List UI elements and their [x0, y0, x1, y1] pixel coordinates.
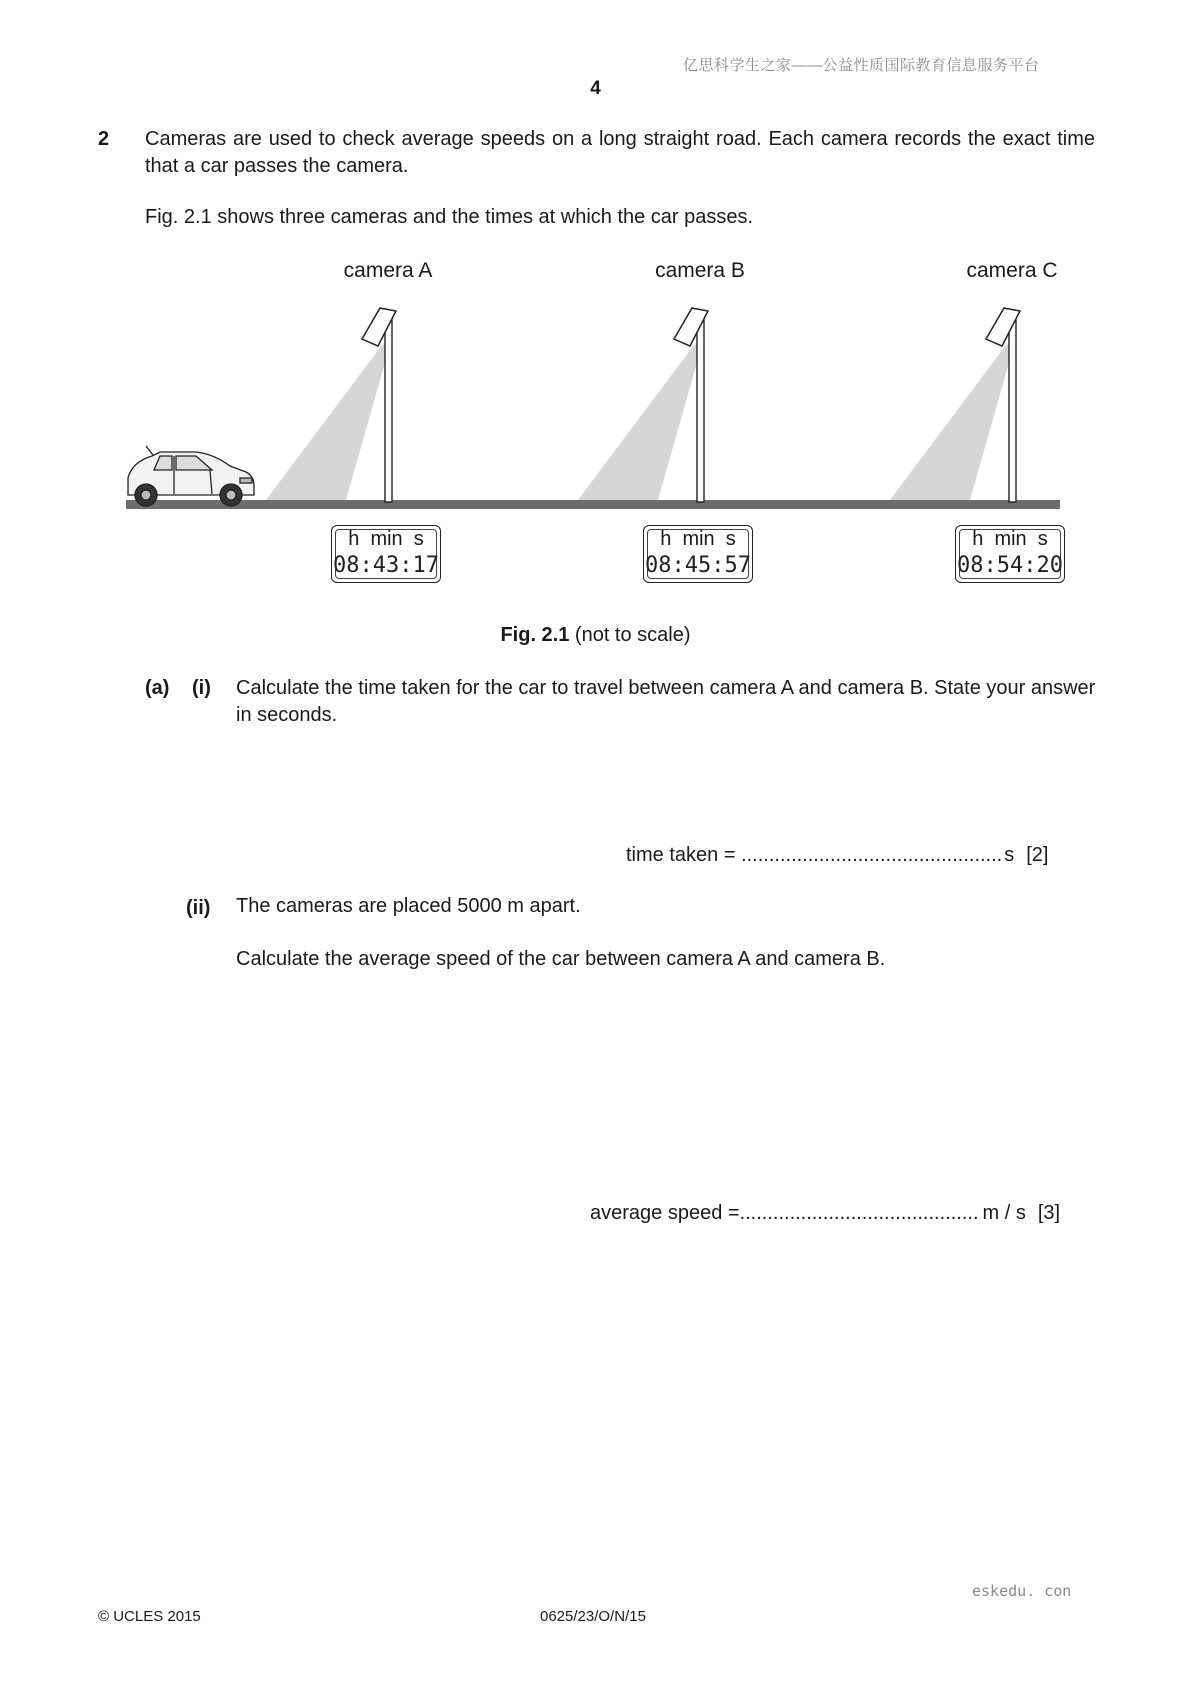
time-taken-answer-line[interactable]	[626, 844, 1048, 867]
car-icon	[128, 446, 254, 506]
camera-a-pole	[385, 320, 392, 502]
camera-c-label: camera C	[966, 259, 1058, 282]
clock-units-label: h min s	[348, 528, 424, 550]
page-number: 4	[590, 78, 601, 99]
part-i-text: Calculate the time taken for the car to travel between camera A and camera B. State your answer in seconds.	[236, 677, 1096, 726]
figure-caption-bold: Fig. 2.1	[500, 624, 570, 646]
figure-intro: Fig. 2.1 shows three cameras and the times at which the car passes.	[145, 206, 754, 228]
camera-a-unit	[266, 308, 396, 502]
camera-c-pole	[1009, 320, 1016, 502]
clock-units-label: h min s	[972, 528, 1048, 550]
clock-units-label: h min s	[660, 528, 736, 550]
camera-b-unit	[578, 308, 708, 502]
footer-watermark: eskedu. con	[972, 1582, 1072, 1600]
camera-a-light-beam	[266, 345, 390, 500]
clock-time-display: 08:54:20	[957, 553, 1063, 578]
road	[126, 500, 1060, 509]
camera-c-light-beam	[890, 345, 1014, 500]
camera-b-label: camera B	[655, 259, 745, 282]
camera-a-label: camera A	[343, 259, 433, 282]
part-a-label: (a)	[145, 677, 170, 699]
camera-b-pole	[697, 320, 704, 502]
average-speed-dots[interactable]: ...........................................	[739, 1202, 979, 1224]
part-ii-label: (ii)	[186, 897, 211, 919]
average-speed-unit: m / s	[982, 1202, 1026, 1224]
part-i-label: (i)	[192, 677, 211, 699]
figure-caption-rest: (not to scale)	[569, 624, 691, 646]
footer-copyright: © UCLES 2015	[98, 1608, 201, 1625]
time-taken-unit: s	[1004, 844, 1015, 866]
clock-time-display: 08:43:17	[333, 553, 439, 578]
part-ii-text-distance: The cameras are placed 5000 m apart.	[236, 895, 581, 917]
camera-b-light-beam	[578, 345, 702, 500]
part-ii-text-instruction: Calculate the average speed of the car between camera A and camera B.	[236, 948, 886, 970]
footer-paper-code: 0625/23/O/N/15	[540, 1608, 646, 1625]
clock-camera-a	[331, 525, 441, 583]
time-taken-label: time taken =	[626, 844, 742, 866]
camera-c-unit	[890, 308, 1020, 502]
header-watermark: 亿思科学生之家——公益性质国际教育信息服务平台	[683, 57, 1040, 74]
clock-camera-c	[955, 525, 1065, 583]
question-number: 2	[98, 128, 110, 150]
average-speed-marks: [3]	[1037, 1202, 1061, 1224]
average-speed-label: average speed =	[590, 1202, 740, 1224]
time-taken-marks: [2]	[1026, 844, 1049, 866]
average-speed-answer-line[interactable]	[590, 1202, 1060, 1225]
clock-camera-b	[643, 525, 753, 583]
question-text: Cameras are used to check average speeds on a long straight road. Each camera records the exact time that a car passes the camera.	[145, 128, 1095, 177]
time-taken-dots[interactable]: ...............................................	[741, 844, 1003, 866]
clock-time-display: 08:45:57	[645, 553, 751, 578]
figure-caption	[0, 624, 1191, 647]
